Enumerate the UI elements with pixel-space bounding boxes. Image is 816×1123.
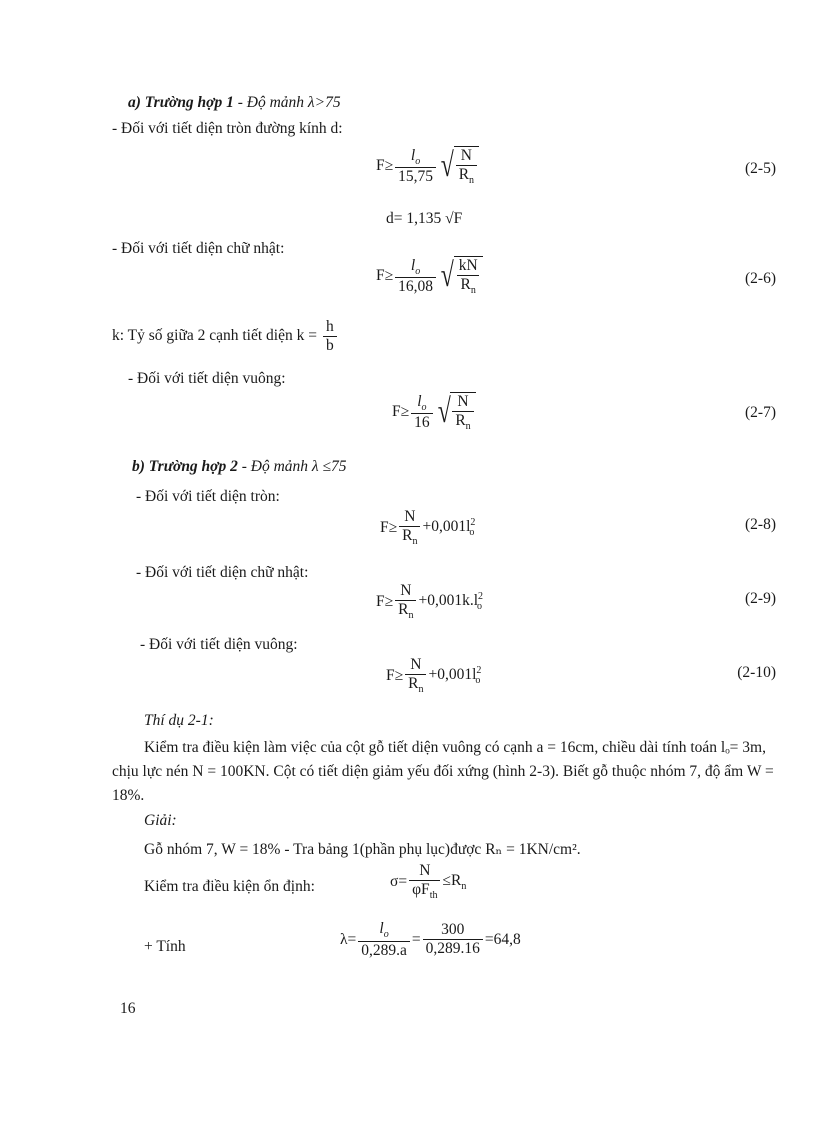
lambda-equation: λ= $\frac{l_o}{0,289.a}$ = $\frac{300}{0,289.16}$ =64,8 (340, 920, 521, 959)
eq-lhs: F≥ (376, 157, 394, 175)
case-1-heading-bold: a) Trường hợp 1 (128, 94, 234, 111)
equation-number-2-9: (2-9) (745, 590, 776, 607)
case-1-heading (128, 94, 341, 112)
equation-2-9: F≥ $\frac{N}{R_n}$ $+0,001k.l^2_o$ (376, 582, 484, 621)
rect-section-label-2: - Đối với tiết diện chữ nhật: (136, 564, 309, 581)
solution-title: Giải: (144, 812, 177, 829)
square-section-label: - Đối với tiết diện vuông: (128, 370, 286, 387)
example-body: Kiểm tra điều kiện làm việc của cột gỗ tiết diện vuông có cạnh a = 16cm, chiều dài tính toán lₒ= 3m, chịu lực nén N = 100KN. Cột có tiết diện giảm yếu đối xứng (hình 2-3). Biết gỗ thuộc nhóm 7, độ ẩm W = 18%. (112, 739, 774, 804)
round-section-label: - Đối với tiết diện tròn đường kính d: (112, 120, 343, 137)
page-number: 16 (120, 1000, 136, 1017)
eq-fraction: $\frac{l_o}{15,75}$ (395, 147, 436, 186)
calc-label: + Tính (144, 938, 186, 955)
example-title: Thí dụ 2-1: (144, 712, 214, 729)
rect-section-label: - Đối với tiết diện chữ nhật: (112, 240, 285, 257)
case-2-heading: b) Trường hợp 2 - Độ mảnh λ ≤75 (132, 458, 347, 475)
equation-2-8: F≥ $\frac{N}{R_n}$ $+0,001l^2_o$ (380, 508, 476, 547)
eq-sqrt: √ $\frac{N}{R_n}$ (438, 146, 479, 186)
equation-2-6: F≥ $\frac{l_o}{16,08}$ √ $\frac{kN}{R_n}$ (376, 256, 483, 296)
equation-number-2-10: (2-10) (737, 664, 776, 681)
equation-number-2-7: (2-7) (745, 404, 776, 421)
equation-2-5 (376, 146, 479, 186)
equation-2-10: F≥ $\frac{N}{R_n}$ $+0,001l^2_o$ (386, 656, 482, 695)
k-definition: k: Tỷ số giữa 2 cạnh tiết diện k = $\frac{h}{b}$ (112, 318, 337, 355)
equation-number-2-6: (2-6) (745, 270, 776, 287)
equation-2-7: F≥ $\frac{l_o}{16}$ √ $\frac{N}{R_n}$ (392, 392, 476, 432)
stability-equation: σ= $\frac{N}{\varphi F_{th}}$ $\le R_n$ (390, 862, 467, 901)
square-section-label-2: - Đối với tiết diện vuông: (140, 636, 298, 653)
round-section-label-2: - Đối với tiết diện tròn: (136, 488, 280, 505)
diameter-equation: d= 1,135 √F (386, 210, 463, 227)
case-1-heading-rest: - Độ mảnh λ>75 (233, 94, 341, 111)
solution-line-1: Gỗ nhóm 7, W = 18% - Tra bảng 1(phần phụ lục)được Rₙ = 1KN/cm². (144, 841, 581, 858)
equation-number-2-8: (2-8) (745, 516, 776, 533)
equation-number-2-5: (2-5) (745, 160, 776, 177)
stability-label: Kiểm tra điều kiện ổn định: (144, 878, 315, 895)
